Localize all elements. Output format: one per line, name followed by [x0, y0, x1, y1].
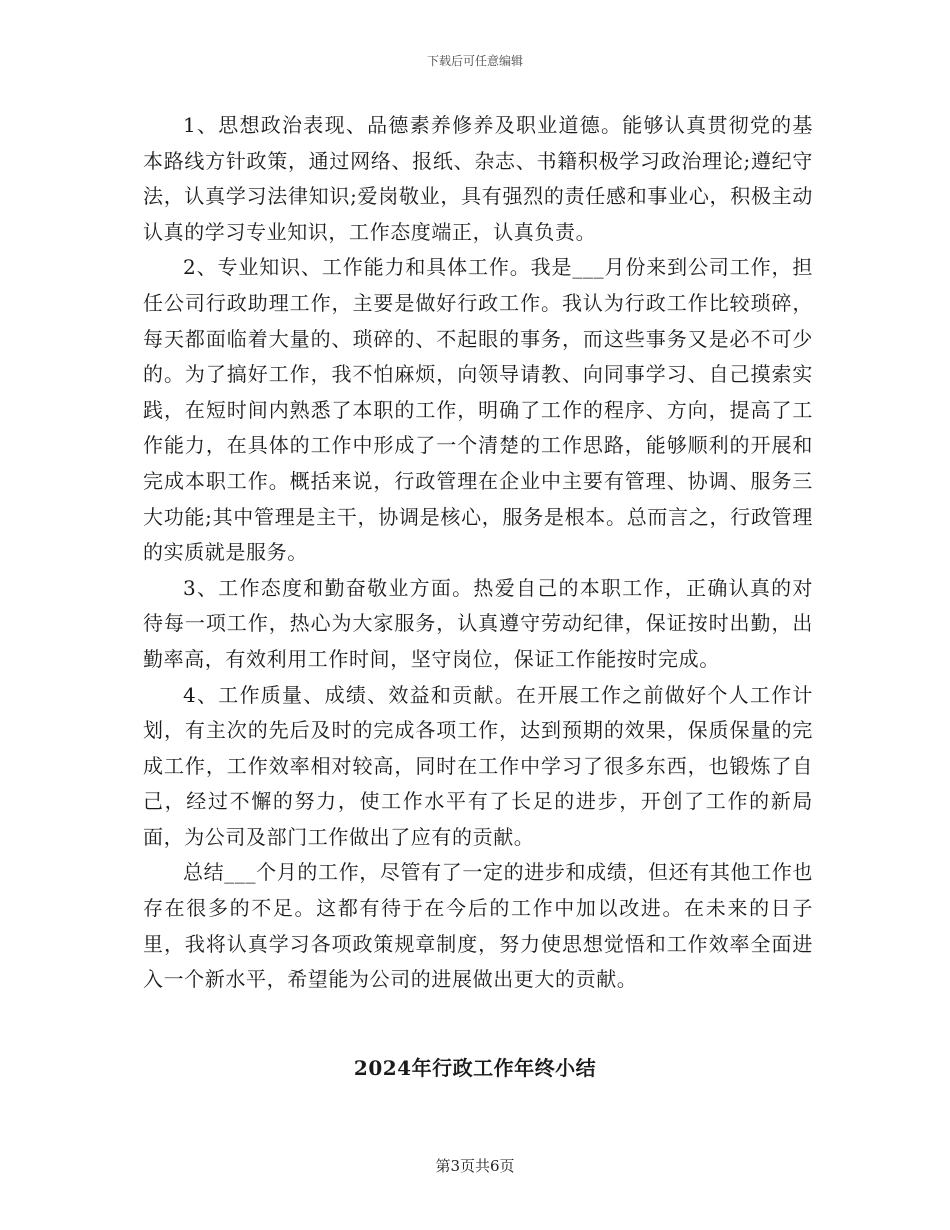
paragraph-summary: 总结___个月的工作，尽管有了一定的进步和成绩，但还有其他工作也存在很多的不足。这都有待于在今后的工作中加以改进。在未来的日子里，我将认真学习各项政策规章制度，努力使思想觉悟和工作效率全面进入一个新水平，希望能为公司的进展做出更大的贡献。	[143, 860, 813, 992]
document-body	[143, 108, 813, 998]
header-note: 下载后可任意编辑	[426, 54, 523, 68]
paragraph-1: 1、思想政治表现、品德素养修养及职业道德。能够认真贯彻党的基本路线方针政策，通过网络、报纸、杂志、书籍积极学习政治理论;遵纪守法，认真学习法律知识;爱岗敬业，具有强烈的责任感和事业心，积极主动认真的学习专业知识，工作态度端正，认真负责。	[143, 113, 813, 244]
paragraph-4: 4、工作质量、成绩、效益和贡献。在开展工作之前做好个人工作计划，有主次的先后及时的完成各项工作，达到预期的效果，保质保量的完成工作，工作效率相对较高，同时在工作中学习了很多东西，也锻炼了自己，经过不懈的努力，使工作水平有了长足的进步，开创了工作的新局面，为公司及部门工作做出了应有的贡献。	[143, 682, 813, 849]
paragraph-3: 3、工作态度和勤奋敬业方面。热爱自己的本职工作，正确认真的对待每一项工作，热心为大家服务，认真遵守劳动纪律，保证按时出勤，出勤率高，有效利用工作时间，坚守岗位，保证工作能按时完成。	[143, 575, 813, 671]
page-number: 第3页共6页	[435, 1157, 515, 1175]
paragraph-2: 2、专业知识、工作能力和具体工作。我是___月份来到公司工作，担任公司行政助理工作，主要是做好行政工作。我认为行政工作比较琐碎，每天都面临着大量的、琐碎的、不起眼的事务，而这些事务又是必不可少的。为了搞好工作，我不怕麻烦，向领导请教、向同事学习、自己摸索实践，在短时间内熟悉了本职的工作，明确了工作的程序、方向，提高了工作能力，在具体的工作中形成了一个清楚的工作思路，能够顺利的开展和完成本职工作。概括来说，行政管理在企业中主要有管理、协调、服务三大功能;其中管理是主干，协调是核心，服务是根本。总而言之，行政管理的实质就是服务。	[143, 255, 813, 565]
section-title: 2024年行政工作年终小结	[353, 1056, 597, 1080]
